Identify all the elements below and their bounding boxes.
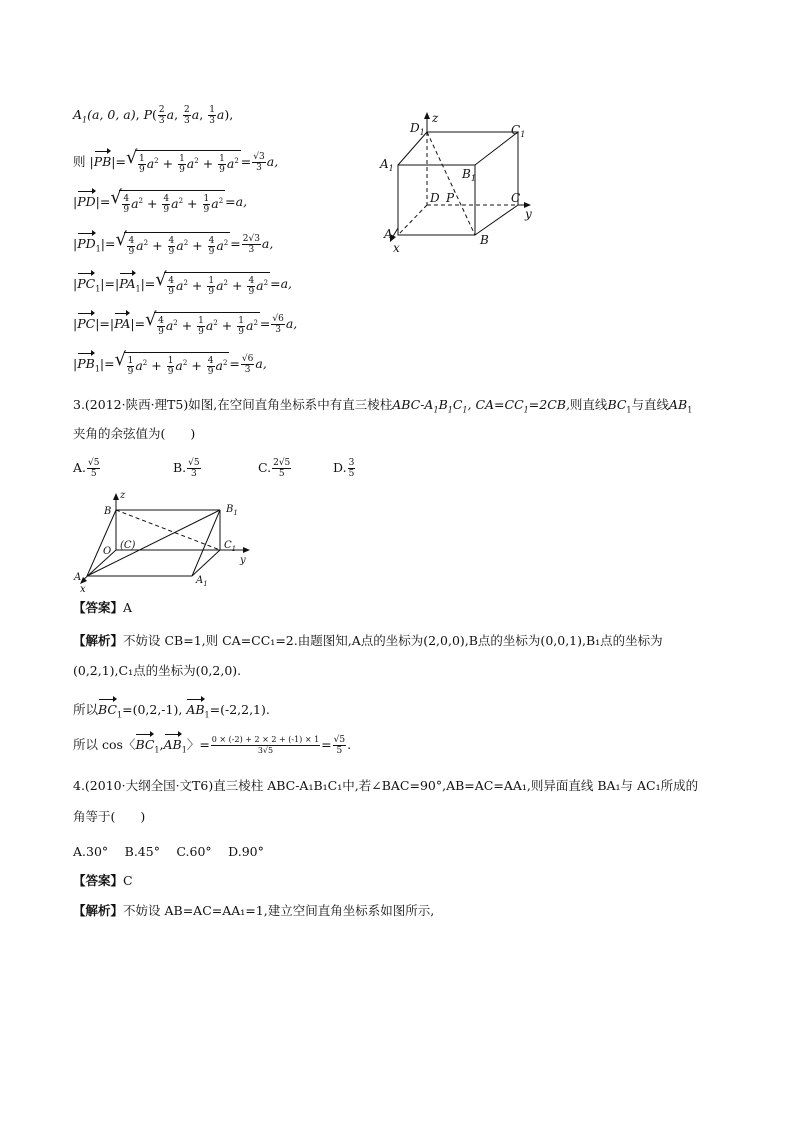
q4-answer: 【答案】C [73, 873, 133, 888]
q3-line1: 3.(2012·陕西·理T5)如图,在空间直角坐标系中有直三棱柱ABC-$A_1B_1C_1$, $CA=CC_1=2CB$,则直线$BC_1$与直线$AB_1$ [73, 397, 693, 415]
q4-line2: 角等于( ) [73, 809, 146, 824]
distance-line: $|PC_1|=|PA_1|=$ √ $\frac{4}{9}$ $a^2$ + $\frac{1}{9}$ $a^2$ + $\frac{4}{9}$ $a^2 =a$, [73, 272, 292, 299]
label-a: A [384, 227, 393, 241]
p-close: ), [224, 107, 234, 122]
label2-a1: $A_1$ [196, 575, 208, 588]
distance-line: $|PB_1|=$ √ $\frac{1}{9}$ $a^2$ + $\frac{1}{9}$ $a^2$ + $\frac{4}{9}$ $a^2$ = $\frac{√6}{3}$ a, [73, 352, 267, 379]
label-c1: $C_1$ [511, 123, 526, 139]
q3-options [73, 458, 393, 483]
label2-b: B [104, 506, 112, 517]
coords-line: $A_1(a$, 0, a), P( $\frac{2}{3}$ a, $\frac{2}{3}$ a, $\frac{1}{3}$ a), [73, 105, 234, 126]
q3-line2: 夹角的余弦值为( ) [73, 426, 196, 441]
distance-line: |PD|= √ $\frac{4}{9}$ $a^2$ + $\frac{4}{9}$ $a^2$ + $\frac{1}{9}$ $a^2 =a$, [73, 190, 247, 215]
q4-analysis: 【解析】不妨设 AB=AC=AA₁=1,建立空间直角坐标系如图所示, [73, 903, 435, 918]
label-x: x [393, 241, 400, 255]
q4-line1: 4.(2010·大纲全国·文T6)直三棱柱 ABC-A₁B₁C₁中,若∠BAC=90°,AB=AC=AA₁,则异面直线 BA₁与 AC₁所成的 [73, 778, 699, 793]
label-a1: $A_1$ [380, 157, 394, 173]
q3-so2: 所以 cos〈$BC_1,AB_1$〉= $\frac{0 \times (-2) + 2 \times 2 + (-1) \times 1}{3√5}$ = $\frac{√5}{5}$ . [73, 735, 352, 756]
label-d: D [430, 191, 440, 205]
label-c: C [511, 191, 521, 205]
label2-b1: $B_1$ [226, 504, 238, 517]
q3-answer: 【答案】A [73, 600, 133, 615]
point-p: P [143, 107, 153, 122]
distance-line: $|PD_1|=$ √ $\frac{4}{9}$ $a^2$ + $\frac{4}{9}$ $a^2$ + $\frac{4}{9}$ $a^2$ = $\frac{2√3}{3}$ a, [73, 232, 273, 259]
label2-a: A [74, 572, 82, 583]
label-y: y [525, 207, 532, 221]
q3-analysis-1: 【解析】不妨设 CB=1,则 CA=CC₁=2.由题图知,A点的坐标为(2,0,0),B点的坐标为(0,0,1),B₁点的坐标为 [73, 633, 663, 648]
distance-line: 则 |PB|= √ $\frac{1}{9}$ $a^2$ + $\frac{1}{9}$ $a^2$ + $\frac{1}{9}$ $a^2$ = $\frac{√3}{3}$ a, [73, 150, 278, 175]
q4-options: A.30° B.45° C.60° D.90° [73, 844, 264, 859]
label2-z: z [120, 490, 126, 501]
q3-analysis-2: (0,2,1),C₁点的坐标为(0,2,0). [73, 663, 242, 678]
point-a1: $A_1$ [73, 107, 88, 125]
point-a1-value: (a, 0, a) [87, 107, 136, 122]
label2-c: (C) [120, 540, 136, 551]
q3-option: C. $\frac{2√5}{5}$ [258, 458, 291, 479]
q3-so1: 所以$BC_1=(0,2,-1)$, $AB_1=(-2,2,1)$. [73, 702, 270, 720]
p-open: ( [152, 107, 157, 122]
label-p: P [446, 191, 455, 205]
label-b1: $B_1$ [462, 167, 476, 183]
label-b: B [480, 233, 489, 247]
label2-y: y [240, 555, 246, 566]
prism-figure [70, 488, 260, 598]
q3-option: A. $\frac{√5}{5}$ [73, 458, 100, 479]
distance-line: |PC|=|PA|= √ $\frac{4}{9}$ $a^2$ + $\frac{1}{9}$ $a^2$ + $\frac{1}{9}$ $a^2$ = $\frac{√6}{3}$ a, [73, 312, 297, 337]
cube-figure [370, 110, 550, 260]
label-z: z [432, 111, 439, 125]
label2-o: O [103, 546, 112, 557]
q3-option: B. $\frac{√5}{3}$ [173, 458, 200, 479]
label-d1: $D_1$ [410, 121, 425, 137]
label2-x: x [80, 584, 86, 595]
q3-option: D. $\frac{3}{5}$ [333, 458, 355, 479]
label2-c1: $C_1$ [224, 540, 237, 553]
